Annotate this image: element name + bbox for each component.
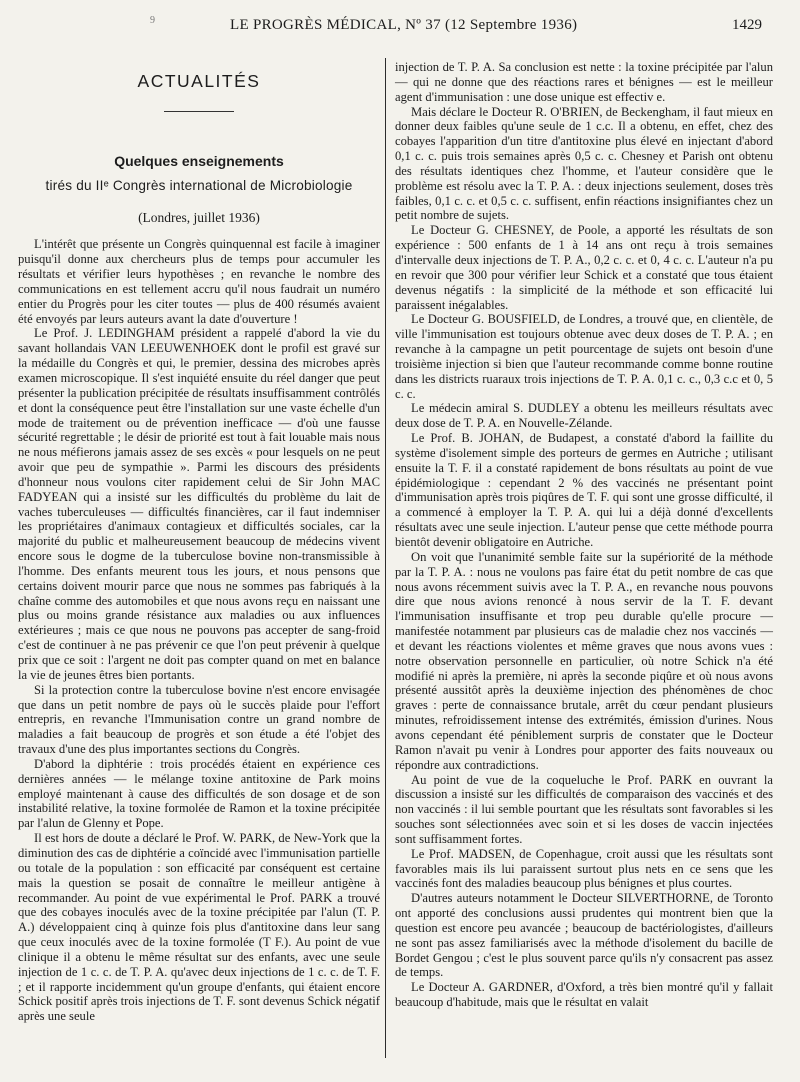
page-mark: 9: [150, 15, 155, 26]
journal-title: LE PROGRÈS MÉDICAL, Nº 37 (12 Septembre 1936): [230, 17, 578, 33]
paragraph: Le Docteur G. CHESNEY, de Poole, a apporté les résultats de son expérience : 500 enfants de 1 à 14 ans ont reçu à trois semaines d'intervalle deux injections de T. P. A., 0,2 c. c. et 0, 4 c. c. L'auteur n'a pu en revoir que 300 pour vérifier leur Schick et a constaté que tous étaient devenus négatifs : la simplicité de la méthode et son efficacité lui paraissent inégalables.: [395, 223, 773, 312]
paragraph: injection de T. P. A. Sa conclusion est nette : la toxine précipitée par l'alun — qui ne donne que des réactions rares et bénignes — est le meilleur agent d'immunisation : une dose unique est effectiv e.: [395, 60, 773, 104]
paragraph: Le médecin amiral S. DUDLEY a obtenu les meilleurs résultats avec deux dose de T. P. A. en Nouvelle-Zélande.: [395, 401, 773, 431]
paragraph: Le Prof. MADSEN, de Copenhague, croit aussi que les résultats sont favorables mais ils lui paraissent surtout plus nets en ce sens que les vaccinés font des maladies beaucoup plus bénignes et plus courtes.: [395, 846, 773, 891]
paragraph: Le Docteur A. GARDNER, d'Oxford, a très bien montré qu'il y fallait beaucoup d'habitude, mais que le résultat en valait: [395, 980, 773, 1010]
paragraph: Le Docteur G. BOUSFIELD, de Londres, a trouvé que, en clientèle, de ville l'immunisation est toujours obtenue avec deux doses de T. P. A. ; en revanche à la campagne un petit pourcentage de sujets ont besoin d'une troisième injection si bien que l'auteur recommande comme bonne routine dans les districts ruaraux trois injections de T. P. A. 0,1 c. c., 0,3 c.c et 0, 5 c. c.: [395, 312, 773, 401]
running-header: [150, 17, 770, 39]
section-rule: [164, 111, 234, 112]
paragraph: Mais déclare le Docteur R. O'BRIEN, de Beckengham, il faut mieux en donner deux faibles qu'une seule de 1 c.c. Il a obtenu, en effet, chez des cobayes l'apparition d'un titre d'antitoxine plus élevé en injectant d'abord 0,1 c. c. puis trois semaines après 0,5 c. c. Chesney et Parish ont obtenu des résultats identiques chez l'homme, et l'auteur considère que le problème est résolu avec la T. P. A. : deux injections seulement, doses très faibles, 0,1 c. c. et 0,5 c. c. suffisent, enfin réactions insignifiantes chez un petit nombre de sujets.: [395, 104, 773, 223]
page-number: 1429: [732, 17, 762, 33]
paragraph: Le Prof. B. JOHAN, de Budapest, a constaté d'abord la faillite du système d'isolement simple des porteurs de germes en Autriche ; utilisant ensuite la T. F. il a constaté rapidement de bons résultats au point de vue épidémiologique : cependant 2 % des vaccinés ne présentant point d'immunisation après trois piqûres de T. F. qui sont une grosse difficulté, il a commencé à employer la T. P. A. qui lui a déjà donné d'excellents résultats avec une seule injection. L'auteur pense que cette méthode pourra bientôt devenir obligatoire en Autriche.: [395, 431, 773, 549]
right-column: [395, 60, 773, 1010]
left-column: [18, 60, 380, 1024]
paragraph: On voit que l'unanimité semble faite sur la supériorité de la méthode par la T. P. A. : nous ne voulons pas faire état du petit nombre de cas que nous avons récemment suivis avec la T. P. A., en revanche nous pouvons dire que nous avions renoncé à nous servir de la T. F. devant l'immunisation insuffisante et trop peu durable qu'elle procure — manifestée notamment par plusieurs cas de maladie chez nos vaccinés — et devant les réactions violentes et même graves que nous avons vues : notre observation personnelle en particulier, où notre Schick n'a été modifié ni après la première, ni après la seconde piqûre et où nous avons présenté aussitôt après la deuxième injection des phénomènes de choc graves : perte de connaissance brutale, arrêt du cœur pendant plusieurs minutes, refroidissement intense des extrémités, émission d'urines. Nous avons cependant été péniblement surpris de constater que le Docteur Ramon n'avait pu venir à Londres pour apporter des faits nouveaux ou répondre aux contradictions.: [395, 549, 773, 772]
paragraph: L'intérêt que présente un Congrès quinquennal est facile à imaginer puisqu'il donne aux chercheurs plus de temps pour accumuler les résultats et vérifier leurs hypothèses ; en revanche le nombre des communications en est tellement accru qu'il nous faudrait un numéro entier du Progrès pour les citer toutes — plus de 400 résumés avaient été envoyés par leurs auteurs avant la date d'ouverture !: [18, 237, 380, 326]
paragraph: Il est hors de doute a déclaré le Prof. W. PARK, de New-York que la diminution des cas de diphtérie a coïncidé avec l'immunisation partielle ou totale de la population : son efficacité par conséquent est certaine mais la question se posait de connaître le meilleur antigène à recommander. Au point de vue expérimental le Prof. PARK a trouvé que des cobayes inoculés avec de la toxine précipitée par l'alun (T. P. A.) développaient cinq à quinze fois plus d'antitoxine dans leur sang que ceux inoculés avec de la toxine formolée (T F.). Au point de vue clinique il a obtenu le même résultat sur des enfants, avec une seule injection de 1 c. c. de T. P. A. qu'avec deux injections de 1 c. c. de T. F. ; et il rapporte incidemment qu'un groupe d'enfants, qui étaient encore Schick positif après trois injections de T. F. sont devenus Schick négatif après une seule: [18, 831, 380, 1024]
column-divider: [385, 58, 386, 1058]
paragraph: D'autres auteurs notamment le Docteur SILVERTHORNE, de Toronto ont apporté des conclusions aussi prudentes qui montrent bien que la question est encore peu avancée ; beaucoup de bactériologistes, d'ailleurs ne sont pas assez familiarisés avec la méthode d'isolement du bacille de Bordet Gengou ; c'est le plus souvent parce qu'ils n'y consacrent pas assez de temps.: [395, 891, 773, 980]
article-title: Quelques enseignements: [114, 152, 284, 169]
paragraph: Si la protection contre la tuberculose bovine n'est encore envisagée que dans un petit nombre de pays où le succès plaide pour l'effort entrepris, en revanche l'Immunisation contre un grand nombre de maladies a fait beaucoup de progrès et son étude a été l'objet des travaux d'une des plus importantes sections du Congrès.: [18, 682, 380, 757]
article-title-line2: tirés du IIᵉ Congrès international de Microbiologie: [45, 177, 353, 193]
paragraph: Le Prof. J. LEDINGHAM président a rappelé d'abord la vie du savant hollandais VAN LEEUWENHOEK dont le profil est gravé sur la médaille du Congrès et qui, le premier, dessina des microbes après examen microscopique. Il s'est inquiété ensuite du réel danger que peut présenter la publication précipitée de résultats insuffisamment contrôlés et dont la conséquence peut être l'installation sur une vaste échelle d'un mode de traitement ou de prévention inefficace — d'où une fausse sécurité regrettable ; le désir de priorité est tout à fait louable mais nous ne nous méfierons jamais assez de ses excès « pour lesquels on ne peut avoir que peu de sympathie ». Parmi les discours des présidents d'honneur nous voulons citer rapidement celui de Sir John MAC FADYEAN qui a insisté sur les difficultés du problème du lait de vaches tuberculeuses — difficultés financières, car il faut indemniser les propriétaires d'animaux contagieux et difficultés sociales, car la majorité du public et malheureusement beaucoup de médecins vivent encore sous le dogme de la tuberculose bovine non-transmissible à l'homme. Des enfants meurent tous les jours, et nous pensons que certains doivent mourir parce que nous ne sommes pas fabriqués à la chaîne comme des automobiles et que nous avons reçu en naissant une plus ou moins grande résistance aux maladies ou aux influences extérieures ; mais ce que nous ne pouvons pas accepter de sang-froid c'est de continuer à ne pas prévenir ce que l'on peut prévenir à quelque prix que ce soit : l'argent ne doit pas compter quand on met en balance la vie de jeunes êtres bien portants.: [18, 326, 380, 682]
section-title: ACTUALITÉS: [137, 71, 261, 91]
paragraph: D'abord la diphtérie : trois procédés étaient en expérience ces dernières années — le mélange toxine antitoxine de Park moins employé maintenant à cause des difficultés de son dosage et de son instabilité relative, la toxine formolée de Ramon et la toxine précipitée par l'alun de Glenny et Pope.: [18, 756, 380, 831]
paragraph: Au point de vue de la coqueluche le Prof. PARK en ouvrant la discussion a insisté sur les difficultés de comparaison des vaccinés et des non vaccinés : il lui semble pourtant que les résultats sont favorables si les souches sont sélectionnées avec soin et si les doses de vaccin injectées sont suffisamment fortes.: [395, 772, 773, 846]
article-subtitle: (Londres, juillet 1936): [138, 209, 260, 225]
